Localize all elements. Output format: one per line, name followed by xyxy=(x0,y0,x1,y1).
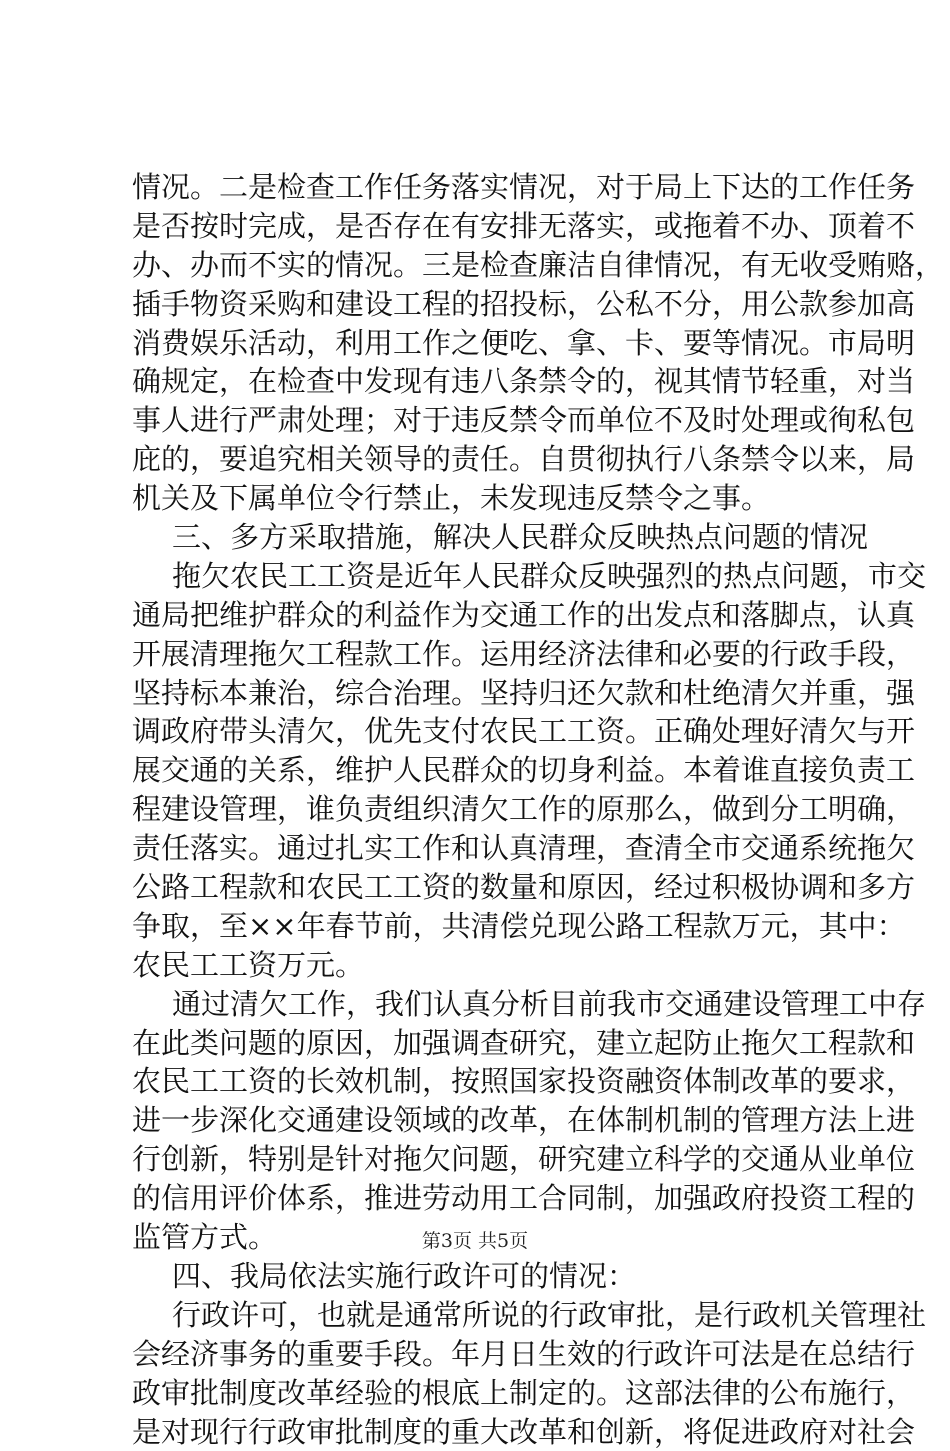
text-line: 消费娱乐活动，利用工作之便吃、拿、卡、要等情况。市局明 xyxy=(132,324,832,363)
text-line: 农民工工资的长效机制，按照国家投资融资体制改革的要求， xyxy=(132,1062,832,1101)
text-line: 调政府带头清欠，优先支付农民工工资。正确处理好清欠与开 xyxy=(132,712,832,751)
text-line: 办、办而不实的情况。三是检查廉洁自律情况，有无收受贿赂， xyxy=(132,246,832,285)
text-line: 的信用评价体系，推进劳动用工合同制，加强政府投资工程的 xyxy=(132,1179,832,1218)
text-line: 在此类问题的原因，加强调查研究，建立起防止拖欠工程款和 xyxy=(132,1024,832,1063)
text-line: 行创新，特别是针对拖欠问题，研究建立科学的交通从业单位 xyxy=(132,1140,832,1179)
text-line: 四、我局依法实施行政许可的情况： xyxy=(132,1257,832,1296)
text-line: 行政许可，也就是通常所说的行政审批，是行政机关管理社 xyxy=(132,1296,832,1335)
text-line: 农民工工资万元。 xyxy=(132,946,832,985)
text-line: 监管方式。 xyxy=(132,1218,832,1257)
text-line: 情况。二是检查工作任务落实情况，对于局上下达的工作任务 xyxy=(132,168,832,207)
text-line: 是对现行行政审批制度的重大改革和创新，将促进政府对社会 xyxy=(132,1413,832,1451)
text-line: 政审批制度改革经验的根底上制定的。这部法律的公布施行， xyxy=(132,1374,832,1413)
text-line: 坚持标本兼治，综合治理。坚持归还欠款和杜绝清欠并重，强 xyxy=(132,674,832,713)
text-line: 程建设管理，谁负责组织清欠工作的原那么，做到分工明确， xyxy=(132,790,832,829)
text-line: 机关及下属单位令行禁止，未发现违反禁令之事。 xyxy=(132,479,832,518)
text-line: 责任落实。通过扎实工作和认真清理，查清全市交通系统拖欠 xyxy=(132,829,832,868)
text-line: 插手物资采购和建设工程的招投标，公私不分，用公款参加高 xyxy=(132,285,832,324)
text-line: 庇的，要追究相关领导的责任。自贯彻执行八条禁令以来，局 xyxy=(132,440,832,479)
text-line: 进一步深化交通建设领域的改革，在体制机制的管理方法上进 xyxy=(132,1101,832,1140)
text-line: 三、多方采取措施，解决人民群众反映热点问题的情况 xyxy=(132,518,832,557)
text-line: 开展清理拖欠工程款工作。运用经济法律和必要的行政手段， xyxy=(132,635,832,674)
text-line: 确规定，在检查中发现有违八条禁令的，视其情节轻重，对当 xyxy=(132,362,832,401)
text-line: 会经济事务的重要手段。年月日生效的行政许可法是在总结行 xyxy=(132,1335,832,1374)
text-line: 展交通的关系，维护人民群众的切身利益。本着谁直接负责工 xyxy=(132,751,832,790)
body-text xyxy=(132,168,832,1451)
text-line: 通局把维护群众的利益作为交通工作的出发点和落脚点，认真 xyxy=(132,596,832,635)
text-line: 争取，至××年春节前，共清偿兑现公路工程款万元，其中： xyxy=(132,907,832,946)
text-line: 拖欠农民工工资是近年人民群众反映强烈的热点问题，市交 xyxy=(132,557,832,596)
page-footer: 第3页 共5页 xyxy=(0,1226,950,1253)
text-line: 公路工程款和农民工工资的数量和原因，经过积极协调和多方 xyxy=(132,868,832,907)
text-line: 是否按时完成，是否存在有安排无落实，或拖着不办、顶着不 xyxy=(132,207,832,246)
text-line: 事人进行严肃处理；对于违反禁令而单位不及时处理或徇私包 xyxy=(132,401,832,440)
text-line: 通过清欠工作，我们认真分析目前我市交通建设管理工中存 xyxy=(132,985,832,1024)
